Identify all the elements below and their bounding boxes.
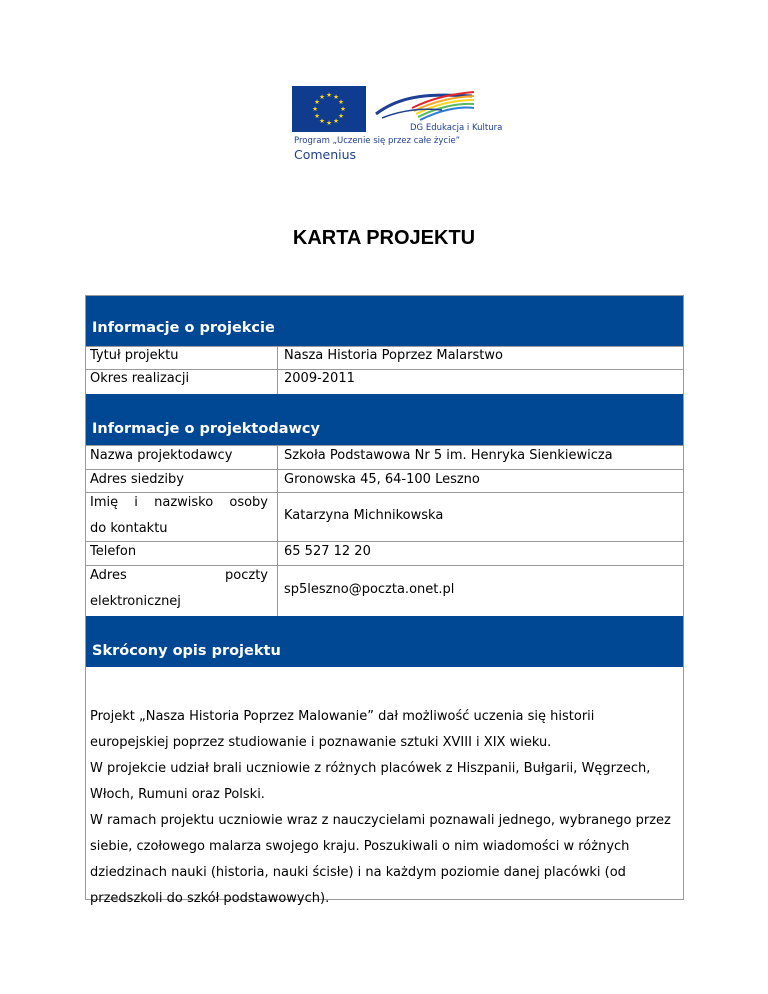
section-heading-summary: Skrócony opis projektu [92,643,281,659]
label-email-line2: elektronicznej [90,594,181,609]
column-divider [277,347,278,394]
section-heading-applicant-info: Informacje o projektodawcy [92,421,320,437]
svg-text:★: ★ [326,119,332,127]
label-period: Okres realizacji [90,371,190,386]
label-email-line1: Adres poczty [90,568,268,583]
svg-text:★: ★ [314,112,320,120]
value-applicant-name: Szkoła Podstawowa Nr 5 im. Henryka Sienkiewicza [284,448,613,463]
svg-text:★: ★ [340,105,346,113]
value-period: 2009-2011 [284,371,355,386]
summary-paragraph-1: Projekt „Nasza Historia Poprzez Malowanie” dał możliwość uczenia się historii europejskiej poprzez studiowanie i poznawanie sztuki XVIII i XIX wieku. [90,709,595,750]
logo-program-text: Program „Uczenie się przez całe życie” [294,136,461,146]
svg-text:★: ★ [319,117,325,125]
eu-flag-icon [292,86,366,132]
svg-text:★: ★ [338,112,344,120]
svg-text:★: ★ [338,98,344,106]
svg-text:★: ★ [312,105,318,113]
svg-text:★: ★ [333,117,339,125]
rainbow-swoosh-icon [372,88,476,128]
label-address: Adres siedziby [90,472,184,487]
svg-text:★: ★ [314,98,320,106]
value-contact-person: Katarzyna Michnikowska [284,508,444,523]
value-email: sp5leszno@poczta.onet.pl [284,582,455,597]
summary-paragraph-3: W ramach projektu uczniowie wraz z nauczycielami poznawali jednego, wybranego przez siebie, czołowego malarza swojego kraju. Poszukiwali o nim wiadomości w różnych dziedzinach nauki (historia, nauki ścisłe) i na każdym poziomie danej placówki (od przedszkoli do szkół podstawowych). [90,813,671,906]
summary-paragraph-2: W projekcie udział brali uczniowie z różnych placówek z Hiszpanii, Bułgarii, Węgrzech, Włoch, Rumuni oraz Polski. [90,761,651,802]
svg-text:★: ★ [319,93,325,101]
svg-text:★: ★ [333,93,339,101]
label-project-title: Tytuł projektu [90,348,179,363]
section-band-summary [86,616,683,667]
label-contact-person-line2: do kontaktu [90,521,168,536]
label-email [90,563,268,615]
eu-comenius-logo [292,86,503,166]
section-band-applicant-info [86,394,683,445]
value-address: Gronowska 45, 64-100 Leszno [284,472,480,487]
label-phone: Telefon [90,544,137,559]
logo-dg-text: DG Edukacja i Kultura [410,123,503,133]
section-heading-project-info: Informacje o projekcie [92,320,275,336]
value-phone: 65 527 12 20 [284,544,371,559]
value-project-title: Nasza Historia Poprzez Malarstwo [284,348,503,363]
label-contact-person [90,490,268,542]
summary-text [90,704,676,912]
table-row-divider [86,541,683,542]
logo-comenius-text: Comenius [294,147,357,162]
label-contact-person-line1: Imię i nazwisko osoby [90,495,268,510]
page-title: KARTA PROJEKTU [292,227,476,249]
svg-text:★: ★ [326,91,332,99]
label-applicant-name: Nazwa projektodawcy [90,448,233,463]
column-divider [277,445,278,616]
